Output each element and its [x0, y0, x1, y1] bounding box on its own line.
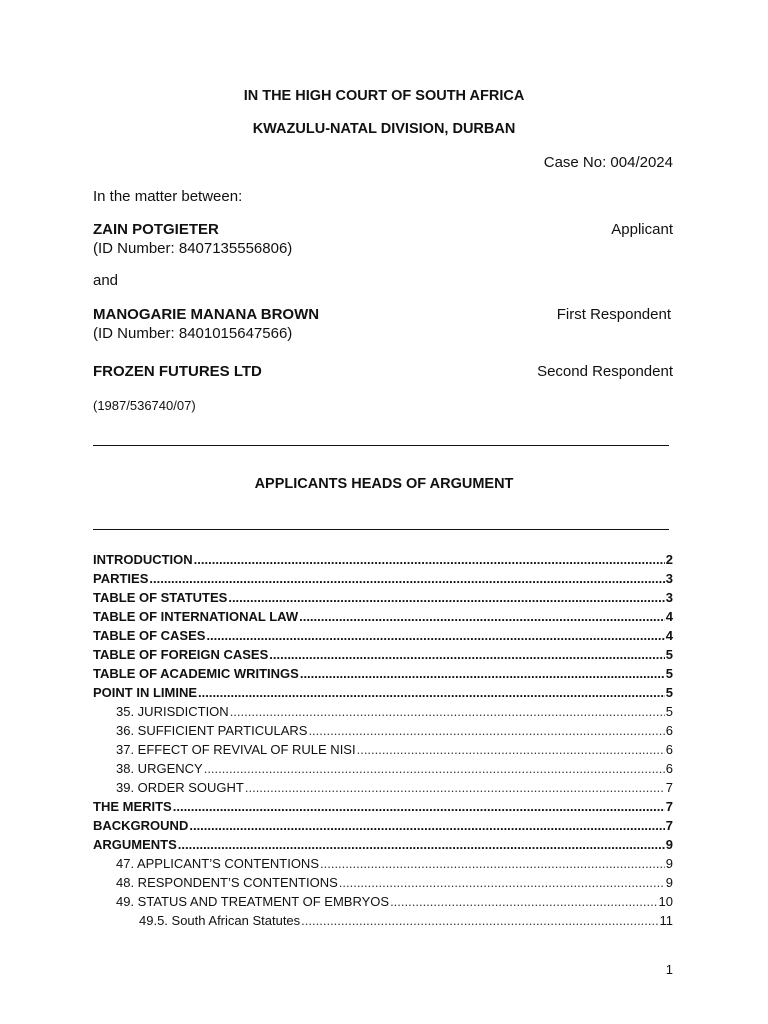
applicant-role: Applicant — [611, 221, 673, 238]
toc-entry-label: 39. ORDER SOUGHT — [116, 780, 244, 795]
toc-entry[interactable] — [93, 607, 673, 626]
document-title: APPLICANTS HEADS OF ARGUMENT — [254, 476, 514, 492]
toc-entry[interactable] — [93, 664, 673, 683]
applicant-name: ZAIN POTGIETER — [93, 221, 219, 238]
toc-entry-page: 11 — [659, 913, 673, 928]
toc-entry-label: 49.5. South African Statutes — [139, 913, 301, 928]
toc-entry[interactable] — [93, 778, 673, 797]
toc-entry[interactable] — [93, 645, 673, 664]
toc-leader-dots — [189, 816, 664, 835]
toc-leader-dots — [198, 683, 665, 702]
toc-entry[interactable] — [93, 702, 673, 721]
second-respondent-role: Second Respondent — [537, 363, 673, 380]
toc-entry[interactable] — [93, 721, 673, 740]
toc-leader-dots — [245, 778, 665, 797]
toc-entry-page: 7 — [665, 818, 673, 833]
toc-entry-label: TABLE OF ACADEMIC WRITINGS — [93, 666, 299, 681]
first-respondent-role: First Respondent — [556, 306, 671, 323]
toc-entry[interactable] — [93, 854, 673, 873]
toc-entry[interactable] — [93, 759, 673, 778]
party-conjunction: and — [93, 272, 119, 289]
applicant-id: (ID Number: 8407135556806) — [93, 240, 293, 257]
toc-leader-dots — [320, 854, 665, 873]
toc-entry-label: 38. URGENCY — [116, 761, 203, 776]
toc-leader-dots — [308, 721, 664, 740]
second-respondent-registration: (1987/536740/07) — [93, 398, 196, 413]
toc-entry-label: 35. JURISDICTION — [116, 704, 229, 719]
court-heading: IN THE HIGH COURT OF SOUTH AFRICA — [243, 88, 525, 104]
toc-leader-dots — [339, 873, 665, 892]
toc-leader-dots — [299, 607, 665, 626]
second-respondent-name: FROZEN FUTURES LTD — [93, 363, 262, 380]
bottom-divider — [93, 529, 669, 530]
toc-entry-page: 5 — [665, 704, 673, 719]
first-respondent-name: MANOGARIE MANANA BROWN — [93, 306, 320, 323]
toc-entry-label: 49. STATUS AND TREATMENT OF EMBRYOS — [116, 894, 390, 909]
toc-entry-page: 7 — [665, 780, 673, 795]
toc-entry-page: 5 — [665, 647, 673, 662]
toc-entry-page: 9 — [665, 837, 673, 852]
toc-entry-page: 3 — [665, 571, 673, 586]
top-divider — [93, 445, 669, 446]
toc-entry[interactable] — [93, 740, 673, 759]
toc-leader-dots — [194, 550, 665, 569]
toc-entry-label: THE MERITS — [93, 799, 172, 814]
toc-entry[interactable] — [93, 911, 673, 930]
toc-entry-page: 6 — [665, 723, 673, 738]
toc-entry-page: 5 — [665, 666, 673, 681]
toc-entry-label: TABLE OF INTERNATIONAL LAW — [93, 609, 299, 624]
toc-entry[interactable] — [93, 683, 673, 702]
toc-entry-label: 37. EFFECT OF REVIVAL OF RULE NISI — [116, 742, 356, 757]
toc-entry[interactable] — [93, 588, 673, 607]
toc-leader-dots — [178, 835, 665, 854]
case-number: Case No: 004/2024 — [543, 154, 673, 171]
toc-entry[interactable] — [93, 835, 673, 854]
toc-leader-dots — [228, 588, 664, 607]
toc-entry-label: 47. APPLICANT’S CONTENTIONS — [116, 856, 319, 871]
toc-entry-page: 6 — [665, 761, 673, 776]
toc-entry[interactable] — [93, 550, 673, 569]
toc-entry-label: POINT IN LIMINE — [93, 685, 197, 700]
toc-entry-label: 48. RESPONDENT’S CONTENTIONS — [116, 875, 338, 890]
toc-leader-dots — [206, 626, 664, 645]
toc-entry-page: 4 — [665, 628, 673, 643]
toc-entry[interactable] — [93, 569, 673, 588]
toc-entry-page: 6 — [665, 742, 673, 757]
toc-entry-page: 4 — [665, 609, 673, 624]
matter-intro: In the matter between: — [93, 188, 243, 205]
toc-entry-label: ARGUMENTS — [93, 837, 177, 852]
toc-entry-label: INTRODUCTION — [93, 552, 193, 567]
toc-entry-page: 5 — [665, 685, 673, 700]
toc-leader-dots — [269, 645, 665, 664]
toc-leader-dots — [149, 569, 664, 588]
first-respondent-id: (ID Number: 8401015647566) — [93, 325, 293, 342]
toc-entry-label: TABLE OF STATUTES — [93, 590, 228, 605]
table-of-contents — [93, 550, 673, 930]
toc-entry-label: BACKGROUND — [93, 818, 189, 833]
toc-entry[interactable] — [93, 873, 673, 892]
division-heading: KWAZULU-NATAL DIVISION, DURBAN — [252, 121, 516, 137]
toc-leader-dots — [300, 664, 665, 683]
toc-entry-page: 10 — [658, 894, 673, 909]
toc-leader-dots — [230, 702, 665, 721]
toc-entry-label: TABLE OF FOREIGN CASES — [93, 647, 269, 662]
toc-entry-page: 9 — [665, 875, 673, 890]
toc-leader-dots — [390, 892, 657, 911]
toc-leader-dots — [301, 911, 658, 930]
toc-entry-page: 9 — [665, 856, 673, 871]
toc-entry[interactable] — [93, 626, 673, 645]
toc-entry[interactable] — [93, 816, 673, 835]
toc-entry-page: 3 — [665, 590, 673, 605]
page-number: 1 — [665, 962, 673, 977]
toc-leader-dots — [357, 740, 665, 759]
toc-entry-label: TABLE OF CASES — [93, 628, 206, 643]
toc-entry-label: 36. SUFFICIENT PARTICULARS — [116, 723, 308, 738]
toc-leader-dots — [173, 797, 665, 816]
toc-entry-page: 7 — [665, 799, 673, 814]
toc-entry[interactable] — [93, 892, 673, 911]
toc-entry-page: 2 — [665, 552, 673, 567]
toc-entry[interactable] — [93, 797, 673, 816]
toc-leader-dots — [204, 759, 665, 778]
toc-entry-label: PARTIES — [93, 571, 149, 586]
